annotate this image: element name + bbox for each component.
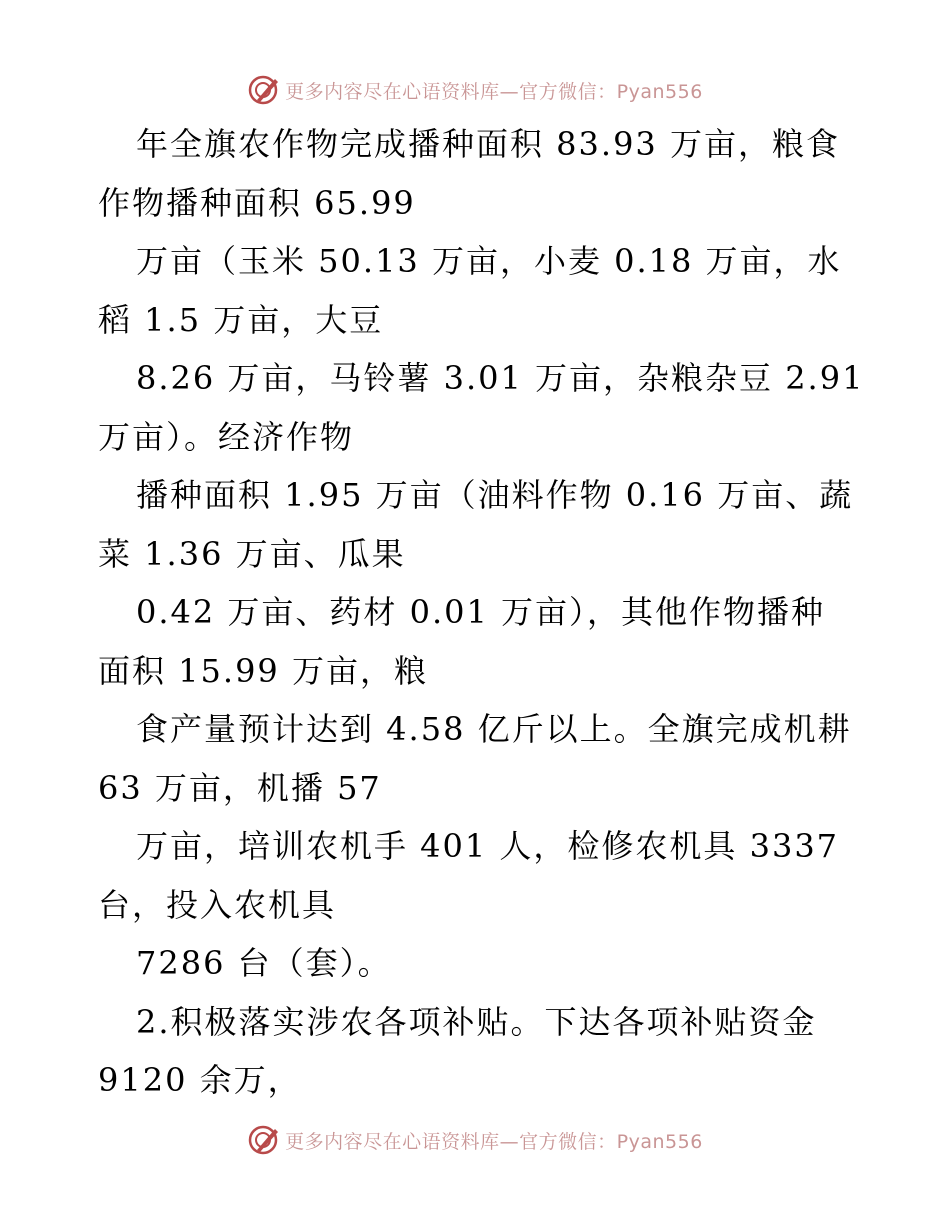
text-line: 面积 15.99 万亩，粮 (98, 651, 428, 690)
pen-logo-icon (247, 73, 281, 107)
text-line: 播种面积 1.95 万亩（油料作物 0.16 万亩、蔬 (136, 476, 854, 514)
watermark-text: 更多内容尽在心语资料库—官方微信：Pyan556 (285, 1130, 703, 1153)
text-line: 食产量预计达到 4.58 亿斤以上。全旗完成机耕 (136, 710, 852, 748)
watermark-text: 更多内容尽在心语资料库—官方微信：Pyan556 (285, 80, 703, 103)
text-line: 菜 1.36 万亩、瓜果 (98, 534, 406, 573)
text-line: 2.积极落实涉农各项补贴。下达各项补贴资金 (136, 1002, 817, 1041)
text-line: 7286 台（套）。 (136, 944, 392, 982)
text-line: 年全旗农作物完成播种面积 83.93 万亩，粮食 (136, 125, 840, 163)
text-line: 万亩，培训农机手 401 人，检修农机具 3337 (136, 827, 840, 865)
text-line: 台，投入农机具 (98, 885, 337, 924)
text-line: 9120 余万， (98, 1061, 302, 1099)
text-line: 稻 1.5 万亩，大豆 (98, 300, 384, 339)
watermark-footer (0, 1120, 950, 1160)
watermark-header (0, 70, 950, 110)
text-line: 作物播种面积 65.99 (98, 183, 416, 222)
text-line: 63 万亩，机播 57 (98, 768, 382, 807)
text-line: 8.26 万亩，马铃薯 3.01 万亩，杂粮杂豆 2.91 (136, 359, 865, 397)
text-line: 万亩）。经济作物 (98, 417, 355, 456)
document-body (98, 115, 878, 1110)
text-line: 万亩（玉米 50.13 万亩，小麦 0.18 万亩，水 (136, 242, 842, 280)
pen-logo-icon (247, 1123, 281, 1157)
text-line: 0.42 万亩、药材 0.01 万亩），其他作物播种 (136, 593, 826, 631)
